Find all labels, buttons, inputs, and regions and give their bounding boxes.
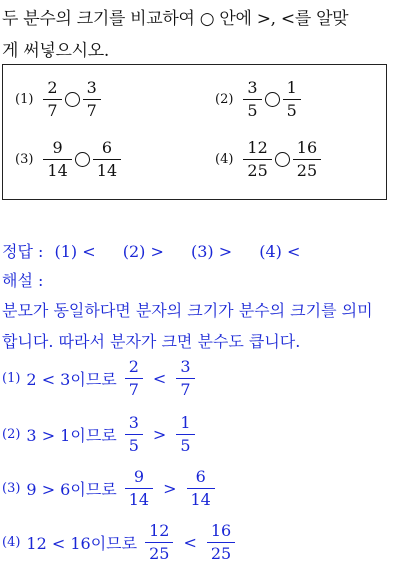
solution-label: (1) [2,371,21,386]
numerator: 6 [195,467,206,486]
answer-heading: 정답 : [2,242,44,261]
fraction-left [45,79,59,120]
denominator: 25 [296,161,318,180]
solution-compare: 2 < 3이므로 [26,370,117,389]
solution-4 [2,522,237,563]
problem-4 [215,139,319,180]
answer-circle[interactable] [75,152,90,167]
fraction-left [245,139,269,180]
fraction-left [45,139,69,180]
solution-label: (2) [2,427,21,442]
numerator: 2 [47,78,58,97]
answer-circle[interactable] [275,152,290,167]
numerator: 3 [180,357,191,376]
numerator: 16 [210,521,232,540]
denominator: 7 [47,101,58,120]
answer-row [2,239,300,262]
solution-compare: 12 < 16이므로 [26,534,138,553]
problem-label: (1) [15,92,34,107]
denominator: 5 [128,436,139,455]
relation-symbol: < [152,369,167,388]
denominator: 25 [247,161,268,180]
explanation-line-1: 분모가 동일하다면 분자의 크기가 분수의 크기를 의미 [2,301,373,320]
fraction-right [178,414,192,455]
numerator: 1 [286,78,297,97]
answer-circle[interactable] [65,92,80,107]
fraction-right [178,358,192,399]
solution-compare: 9 > 6이므로 [26,480,117,499]
problem-label: (4) [215,152,234,167]
fraction-left [127,358,141,399]
denominator: 7 [180,380,191,399]
solution-1 [2,358,197,399]
explanation-heading: 해설 : [2,271,44,290]
numerator: 3 [86,78,97,97]
denominator: 14 [96,161,118,180]
numerator: 3 [128,413,139,432]
problem-3 [15,139,119,180]
relation-symbol: > [163,479,177,498]
problem-1 [15,79,99,120]
denominator: 14 [190,490,211,509]
fraction-right [85,79,99,120]
fraction-left [147,522,171,563]
question-line-1: 두 분수의 크기를 비교하여 ○ 안에 >, <를 알맞 [2,9,349,29]
answer-item-1: (1) < [54,242,96,261]
numerator: 12 [149,521,170,540]
numerator: 16 [296,138,318,157]
relation-symbol: < [183,533,197,552]
denominator: 25 [149,544,170,563]
numerator: 9 [52,138,63,157]
fraction-left [127,414,141,455]
answer-item-3: (3) > [190,242,233,261]
denominator: 7 [86,101,97,120]
numerator: 9 [133,467,144,486]
numerator: 12 [247,138,268,157]
problem-label: (2) [215,92,234,107]
problem-label: (3) [15,152,34,167]
question-line-2: 게 써넣으시오. [2,41,109,61]
fraction-left [127,468,151,509]
fraction-right [95,139,119,180]
denominator: 14 [47,161,68,180]
fraction-right [285,79,299,120]
solution-compare: 3 > 1이므로 [26,426,117,445]
fraction-left [245,79,259,120]
answer-item-4: (4) < [259,242,301,261]
solution-label: (3) [2,481,21,496]
fraction-right [189,468,213,509]
denominator: 5 [180,436,191,455]
denominator: 5 [286,101,297,120]
answer-item-2: (2) > [122,242,164,261]
solution-label: (4) [2,535,21,550]
problem-box [2,64,387,200]
solution-3 [2,468,217,509]
relation-symbol: > [152,425,167,444]
problem-2 [215,79,299,120]
numerator: 3 [247,78,258,97]
fraction-right [209,522,233,563]
denominator: 25 [210,544,232,563]
solution-2 [2,414,197,455]
fraction-right [295,139,319,180]
denominator: 5 [247,101,258,120]
answer-circle[interactable] [265,92,280,107]
denominator: 7 [128,380,139,399]
explanation-line-2: 합니다. 따라서 분자가 크면 분수도 큽니다. [2,332,301,351]
numerator: 6 [101,138,113,157]
numerator: 1 [180,413,191,432]
numerator: 2 [128,357,139,376]
denominator: 14 [128,490,150,509]
